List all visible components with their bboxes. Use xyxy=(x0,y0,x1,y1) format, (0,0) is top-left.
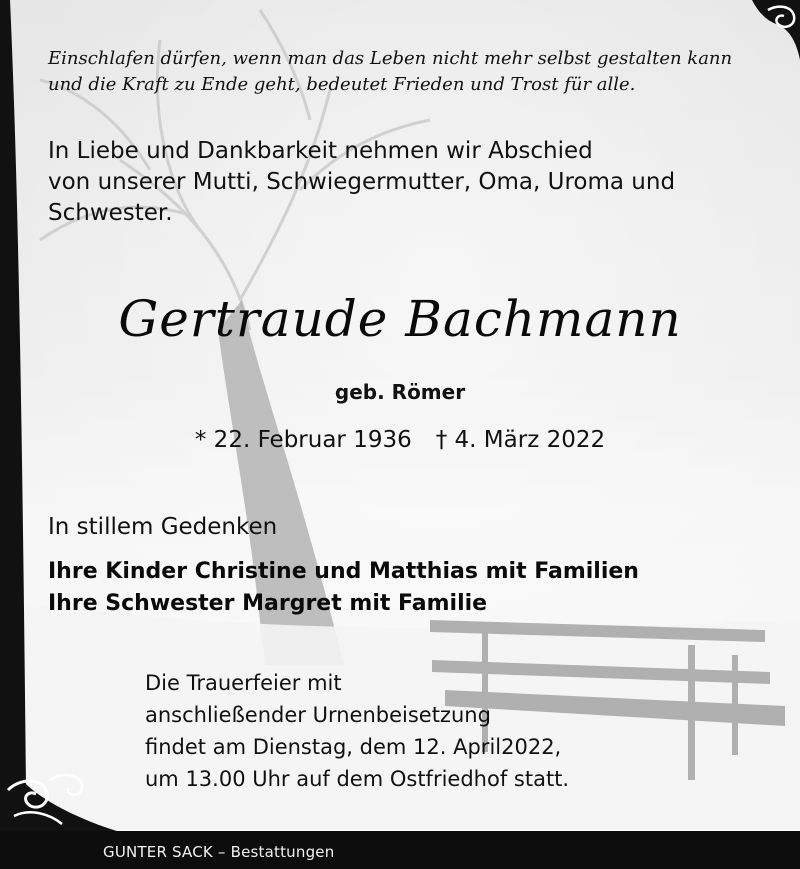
ornament-bottom-left-icon xyxy=(0,760,120,835)
motto-quote xyxy=(48,46,768,98)
mourner-line: Ihre Kinder Christine und Matthias mit Familien xyxy=(48,559,639,584)
intro-line: In Liebe und Dankbarkeit nehmen wir Abschied xyxy=(48,138,593,164)
death-date: † 4. März 2022 xyxy=(435,427,606,453)
intro-line: von unserer Mutti, Schwiegermutter, Oma, Uroma und xyxy=(48,169,676,195)
funeral-line: findet am Dienstag, dem 12. April2022, xyxy=(145,735,562,759)
funeral-line: um 13.00 Uhr auf dem Ostfriedhof statt. xyxy=(145,767,570,791)
birth-date: * 22. Februar 1936 xyxy=(194,427,412,453)
intro-line: Schwester. xyxy=(48,200,173,226)
life-dates xyxy=(0,427,800,453)
deceased-name: Gertraude Bachmann xyxy=(118,290,682,348)
farewell-intro xyxy=(48,136,768,229)
mourners-list xyxy=(48,556,639,620)
motto-line: und die Kraft zu Ende geht, bedeutet Frieden und Trost für alle. xyxy=(48,74,636,95)
motto-line: Einschlafen dürfen, wenn man das Leben nicht mehr selbst gestalten kann xyxy=(48,48,733,69)
memory-heading: In stillem Gedenken xyxy=(48,514,278,540)
maiden-name: geb. Römer xyxy=(334,380,466,404)
funeral-line: Die Trauerfeier mit xyxy=(145,671,342,695)
mourner-line: Ihre Schwester Margret mit Familie xyxy=(48,591,488,616)
funeral-line: anschließender Urnenbeisetzung xyxy=(145,703,491,727)
undertaker-credit: GUNTER SACK – Bestattungen xyxy=(103,843,335,861)
funeral-info xyxy=(145,667,569,795)
